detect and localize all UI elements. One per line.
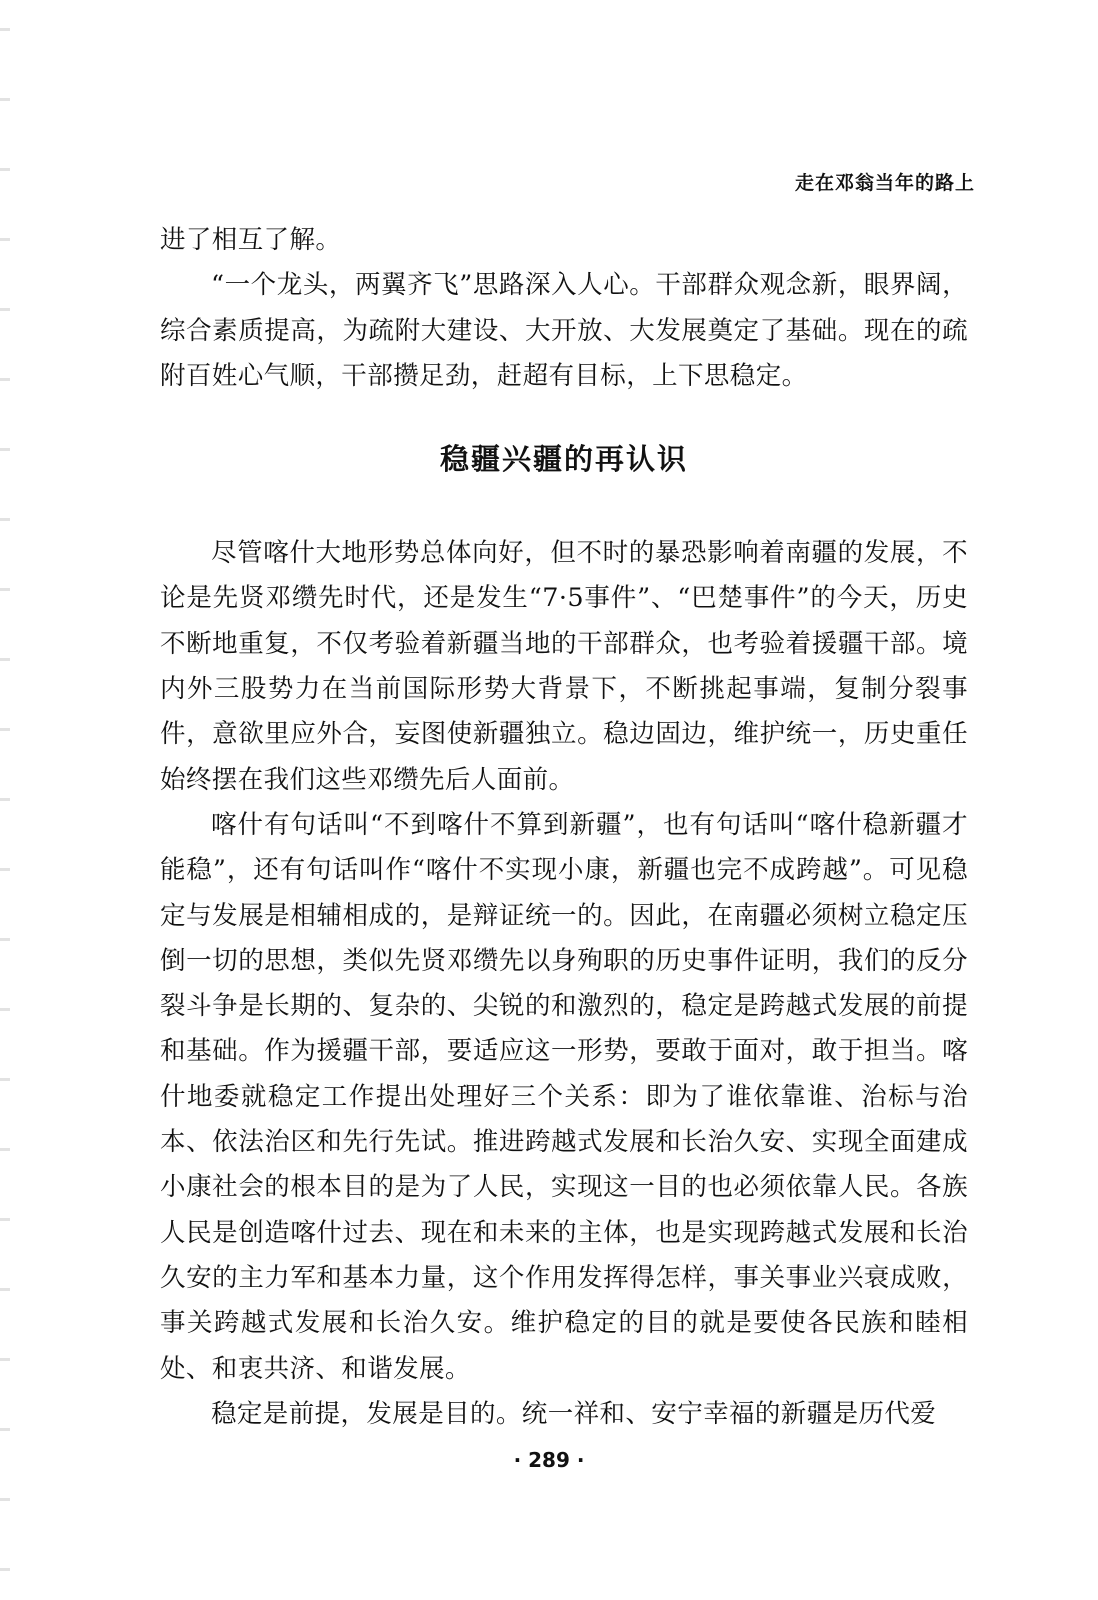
body-text <box>160 218 968 1437</box>
page-number: · 289 · <box>513 1448 585 1472</box>
paragraph-continuation: 进了相互了解。 <box>160 225 342 255</box>
section-title: 稳疆兴疆的再认识 <box>439 442 688 477</box>
running-header: 走在邓翁当年的路上 <box>794 172 975 194</box>
paragraph: 稳定是前提，发展是目的。统一祥和、安宁幸福的新疆是历代爱 <box>211 1398 937 1429</box>
page-edge <box>0 0 10 1600</box>
paragraph: 尽管喀什大地形势总体向好，但不时的暴恐影响着南疆的发展，不论是先贤邓缵先时代，还是发生“7·5事件”、“巴楚事件”的今天，历史不断地重复，不仅考验着新疆当地的干部群众，也考验着援疆干部。境内外三股势力在当前国际形势大背景下，不断挑起事端，复制分裂事件，意欲里应外合，妄图使新疆独立。稳边固边，维护统一，历史重任始终摆在我们这些邓缵先后人面前。 <box>160 538 968 795</box>
paragraph: 喀什有句话叫“不到喀什不算到新疆”，也有句话叫“喀什稳新疆才能稳”，还有句话叫作“喀什不实现小康，新疆也完不成跨越”。可见稳定与发展是相辅相成的，是辩证统一的。因此，在南疆必须树立稳定压倒一切的思想，类似先贤邓缵先以身殉职的历史事件证明，我们的反分裂斗争是长期的、复杂的、尖锐的和激烈的，稳定是跨越式发展的前提和基础。作为援疆干部，要适应这一形势，要敢于面对，敢于担当。喀什地委就稳定工作提出处理好三个关系：即为了谁依靠谁、治标与治本、依法治区和先行先试。推进跨越式发展和长治久安、实现全面建成小康社会的根本目的是为了人民，实现这一目的也必须依靠人民。各族人民是创造喀什过去、现在和未来的主体，也是实现跨越式发展和长治久安的主力军和基本力量，这个作用发挥得怎样，事关事业兴衰成败，事关跨越式发展和长治久安。维护稳定的目的就是要使各民族和睦相处、和衷共济、和谐发展。 <box>160 809 968 1384</box>
paragraph: “一个龙头，两翼齐飞”思路深入人心。干部群众观念新，眼界阔，综合素质提高，为疏附大建设、大开放、大发展奠定了基础。现在的疏附百姓心气顺，干部攒足劲，赶超有目标，上下思稳定。 <box>160 270 968 391</box>
